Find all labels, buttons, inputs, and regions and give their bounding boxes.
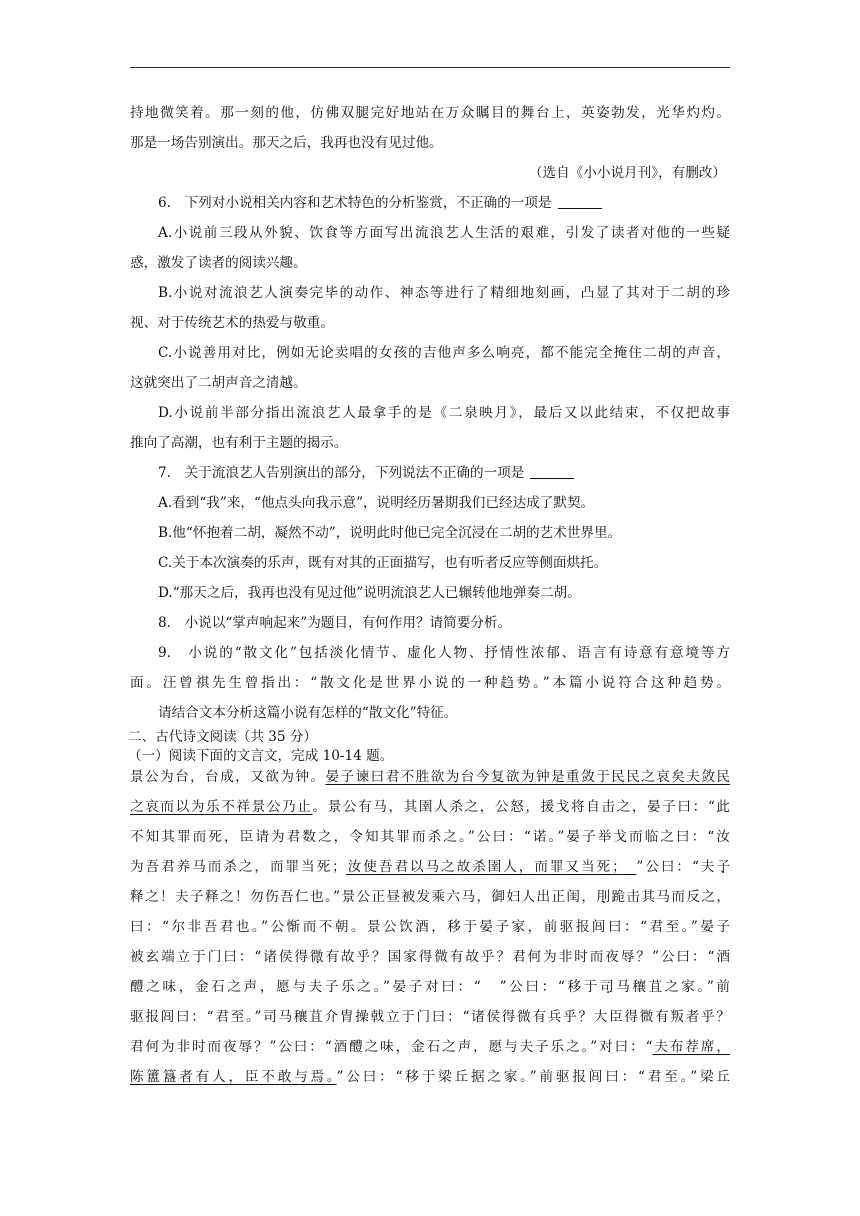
underlined-text: 晏子谏曰君不胜欲为台今复欲为钟是重敛于民民之哀矣夫敛民 (325, 769, 730, 785)
header-rule (130, 67, 730, 68)
classical-line: 醴之味，金石之声，愿与夫子乐之。”晏子对曰：“ ”公曰：“移于司马穰苴之家。”前 (130, 979, 731, 995)
dotted-char: 司 (599, 979, 617, 995)
answer-blank[interactable] (530, 464, 574, 479)
dotted-char: 子 (716, 859, 731, 875)
document-page (130, 98, 730, 1092)
q6-option-a: A.小说前三段从外貌、饮食等方面写出流浪艺人生活的艰难，引发了读者对他的一些疑 (158, 225, 730, 241)
question-9-line: 请结合文本分析这篇小说有怎样的“散文化”特征。 (158, 705, 458, 721)
section-2-title: 二、古代诗文阅读（共 35 分） (128, 729, 318, 745)
question-6-stem: 6. 下列对小说相关内容和艺术特色的分析鉴赏，不正确的一项是 (130, 188, 730, 218)
classical-line: 陈簠簋者有人，臣不敢与焉。”公曰：“移于梁丘据之家。”前驱报闾曰：“君至。”梁丘 (130, 1069, 730, 1085)
classical-line: 景公为台，台成，又欲为钟。晏子谏曰君不胜欲为台今复欲为钟是重敛于民民之哀矣夫敛民 (130, 769, 730, 785)
passage-source: （选自《小小说月刊》，有删改） (528, 165, 726, 181)
question-8-stem: 8. 小说以“掌声响起来”为题目，有何作用？请简要分析。 (158, 615, 512, 631)
q6-option-b-cont: 视、对于传统艺术的热爱与敬重。 (130, 315, 334, 331)
classical-line: 释之！夫子释之！勿伤吾仁也。”景公正昼被发乘六马，御妇人出正闺，刖跪击其马而反之， (130, 889, 731, 905)
answer-blank[interactable] (558, 194, 602, 209)
q6-option-a-cont: 惑，激发了读者的阅读兴趣。 (130, 255, 307, 271)
section-2-subtitle: （一）阅读下面的文言文，完成 10-14 题。 (128, 748, 394, 764)
q7-option-c: C.关于本次演奏的乐声，既有对其的正面描写，也有听者反应等侧面烘托。 (158, 555, 608, 571)
question-9-line: 9. 小说的“散文化”包括淡化情节、虚化人物、抒情性浓郁、语言有诗意有意境等方 (158, 645, 730, 661)
classical-line: 为吾君养马而杀之，而罪当死；汝使吾君以马之故杀圉人，而罪又当死； ”公曰：“夫子 (130, 859, 731, 875)
q6-option-c: C.小说善用对比，例如无论卖唱的女孩的吉他声多么响亮，都不能完全掩住二胡的声音， (158, 345, 730, 361)
underlined-text: 夫布荐席， (652, 1039, 731, 1055)
classical-line: 不知其罪而死，臣请为君数之，令知其罪而杀之。”公曰：“诺。”晏子举戈而临之曰：“汝 (130, 829, 730, 845)
q6-option-c-cont: 这就突出了二胡声音之清越。 (130, 375, 307, 391)
classical-line: 之哀而以为乐不祥景公乃止。景公有马，其圉人杀之，公怒，援戈将自击之，晏子曰：“此 (130, 799, 731, 815)
q7-option-d: D.“那天之后，我再也没有见过他”说明流浪艺人已辗转他地弹奏二胡。 (158, 585, 581, 601)
classical-line: 君何为非时而夜辱？”公曰：“酒醴之味，金石之声，愿与夫子乐之。”对曰：“夫布荐席， (130, 1039, 731, 1055)
q7-option-b: B.他“怀抱着二胡，凝然不动”，说明此时他已完全沉浸在二胡的艺术世界里。 (158, 525, 622, 541)
underlined-text: 陈簠簋者有人，臣不敢与焉。 (130, 1069, 337, 1085)
passage-line: 持地微笑着。那一刻的他，仿佛双腿完好地站在万众瞩目的舞台上，英姿勃发，光华灼灼。 (130, 105, 730, 121)
dotted-char: 刖 (596, 889, 612, 905)
dotted-char: 微 (309, 949, 326, 965)
q6-option-b: B.小说对流浪艺人演奏完毕的动作、神态等进行了精细地刻画，凸显了其对于二胡的珍 (158, 285, 730, 301)
underlined-text: 汝使吾君以马之故杀圉人，而罪又当死； (345, 859, 619, 875)
classical-line: 曰：“尔非吾君也。”公惭而不朝。景公饮酒，移于晏子家，前驱报闾曰：“君至。”晏子 (130, 919, 730, 935)
q7-option-a: A.看到“我”来，“他点头向我示意”，说明经历暑期我们已经达成了默契。 (158, 495, 595, 511)
question-9-line: 面。汪曾祺先生曾指出：“散文化是世界小说的一种趋势。”本篇小说符合这种趋势。 (130, 675, 730, 691)
q6-option-d: D.小说前半部分指出流浪艺人最拿手的是《二泉映月》，最后又以此结束，不仅把故事 (158, 405, 730, 421)
classical-line: 驱报闾曰：“君至。”司马穰苴介胄操戟立于门曰：“诸侯得微有兵乎？大臣得微有叛者乎？ (130, 1009, 730, 1025)
underlined-text: 之哀而以为乐不祥景公乃止 (130, 799, 313, 815)
question-7-stem: 7. 关于流浪艺人告别演出的部分，下列说法不正确的一项是 (130, 458, 730, 488)
passage-line: 那是一场告别演出。那天之后，我再也没有见过他。 (130, 135, 443, 151)
classical-line: 被玄端立于门曰：“诸侯得微有故乎？国家得微有故乎？君何为非时而夜辱？”公曰：“酒 (130, 949, 730, 965)
q6-option-d-cont: 推向了高潮，也有利于主题的揭示。 (130, 435, 348, 451)
